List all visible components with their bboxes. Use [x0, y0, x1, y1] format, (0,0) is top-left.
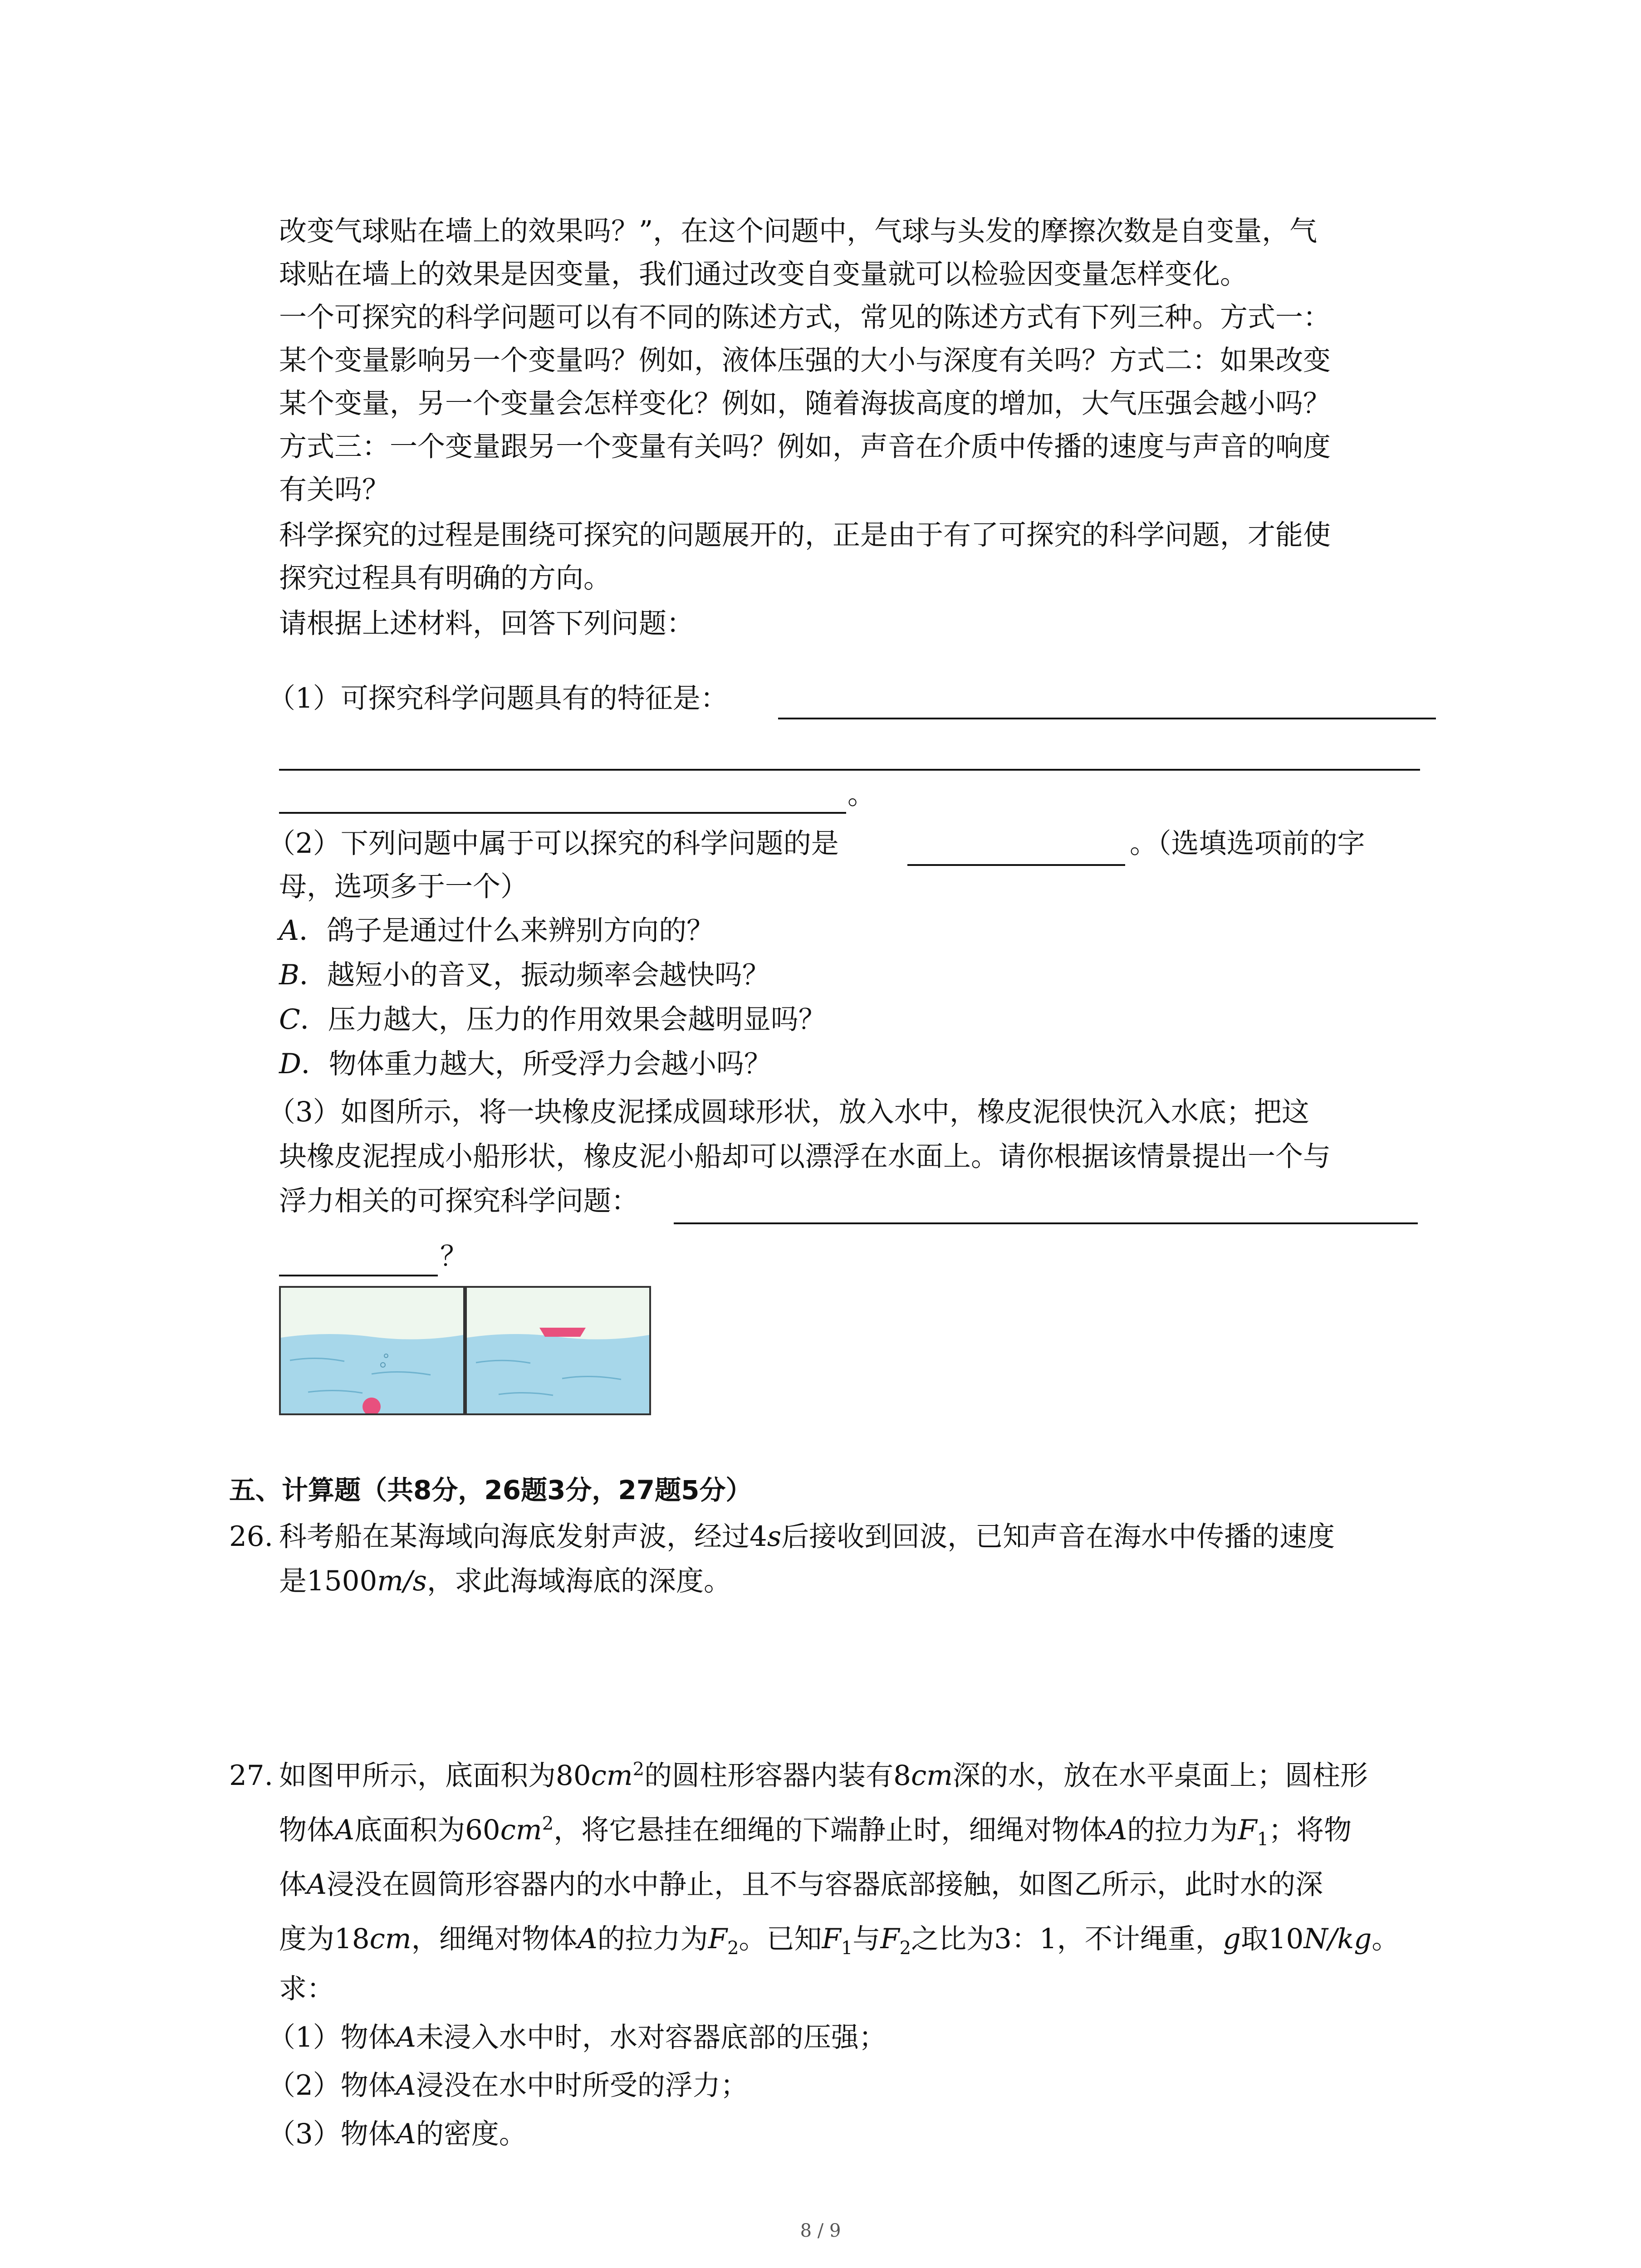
q27-line-2: 物体A底面积为$60cm^2$，将它悬挂在细绳的下端静止时，细绳对物体A的拉力为$F_1$；将物: [279, 1813, 1352, 1850]
q2-answer-blank[interactable]: [907, 864, 1125, 866]
q26-number: 26.: [229, 1520, 274, 1553]
material-line-7: 有关吗？: [279, 474, 390, 506]
q27-sub-1: （1）物体A未浸入水中时，水对容器底部的压强；: [268, 2021, 887, 2053]
q3-answer-blank-2[interactable]: [279, 1275, 438, 1276]
q1-end-mark: 。: [847, 778, 876, 811]
q2-line-2: 母，选项多于一个）: [279, 870, 529, 903]
q3-line-2: 块橡皮泥捏成小船形状，橡皮泥小船却可以漂浮在水面上。请你根据该情景提出一个与: [279, 1140, 1331, 1173]
q3-answer-blank-1[interactable]: [674, 1222, 1418, 1224]
material-line-5: 某个变量，另一个变量会怎样变化？例如，随着海拔高度的增加，大气压强会越小吗？: [279, 387, 1331, 420]
q2-option-b: B．越短小的音叉，振动频率会越快吗？: [279, 959, 770, 991]
q3-end-mark: ？: [440, 1240, 468, 1272]
material-line-8: 科学探究的过程是围绕可探究的问题展开的，正是由于有了可探究的科学问题，才能使: [279, 519, 1331, 551]
q1-answer-blank-2[interactable]: [279, 769, 1420, 771]
q3-line-3: 浮力相关的可探究科学问题：: [279, 1185, 639, 1217]
section-5-title: 五、计算题（共8分，26题3分，27题5分）: [229, 1475, 752, 1505]
q2-option-c: C．压力越大，压力的作用效果会越明显吗？: [279, 1003, 826, 1036]
floating-boat-illustration: [467, 1288, 649, 1413]
material-line-3: 一个可探究的科学问题可以有不同的陈述方式，常见的陈述方式有下列三种。方式一：: [279, 301, 1331, 333]
sinking-ball-illustration: [281, 1288, 463, 1413]
material-line-6: 方式三：一个变量跟另一个变量有关吗？例如，声音在介质中传播的速度与声音的响度: [279, 430, 1331, 463]
water-body: [467, 1334, 649, 1413]
q27-number: 27.: [229, 1760, 274, 1792]
q1-answer-blank-3[interactable]: [279, 812, 846, 814]
q1-text: （1）可探究科学问题具有的特征是：: [268, 682, 728, 714]
q2-text: （2）下列问题中属于可以探究的科学问题的是: [268, 827, 839, 860]
figure-floating-clay-boat: [465, 1286, 651, 1415]
material-line-4: 某个变量影响另一个变量吗？例如，液体压强的大小与深度有关吗？方式二：如果改变: [279, 344, 1331, 376]
q2-after-text: 。（选填选项前的字: [1130, 827, 1365, 860]
q27-line-4: 度为18cm，细绳对物体A的拉力为$F_2$。已知$F_1$与$F_2$之比为3：1，不计绳重，g取10N/kg。: [279, 1923, 1400, 1959]
clay-boat: [539, 1328, 586, 1337]
q27-line-1: 如图甲所示，底面积为$80cm^2$的圆柱形容器内装有8cm深的水，放在水平桌面上；圆柱形: [279, 1759, 1368, 1792]
q26-line-1: 科考船在某海域向海底发射声波，经过4s后接收到回波，已知声音在海水中传播的速度: [279, 1520, 1335, 1553]
prompt-line: 请根据上述材料，回答下列问题：: [279, 607, 695, 640]
q26-line-2: 是1500m/s，求此海域海底的深度。: [279, 1565, 731, 1597]
material-line-9: 探究过程具有明确的方向。: [279, 562, 612, 594]
q3-line-1: （3）如图所示，将一块橡皮泥揉成圆球形状，放入水中，橡皮泥很快沉入水底；把这: [268, 1096, 1309, 1128]
q2-option-a: A．鸽子是通过什么来辨别方向的？: [279, 914, 715, 947]
q27-line-5: 求：: [279, 1973, 335, 2005]
q27-sub-3: （3）物体A的密度。: [268, 2118, 527, 2150]
q27-sub-2: （2）物体A浸没在水中时所受的浮力；: [268, 2069, 748, 2102]
figure-sinking-clay-ball: [279, 1286, 465, 1415]
q27-line-3: 体A浸没在圆筒形容器内的水中静止，且不与容器底部接触，如图乙所示，此时水的深: [279, 1868, 1323, 1901]
material-line-1: 改变气球贴在墙上的效果吗？”，在这个问题中，气球与头发的摩擦次数是自变量，气: [279, 215, 1318, 247]
q2-option-d: D．物体重力越大，所受浮力会越小吗？: [279, 1048, 772, 1080]
page-number: 8 / 9: [800, 2220, 841, 2241]
q1-answer-blank-1[interactable]: [778, 718, 1436, 719]
material-line-2: 球贴在墙上的效果是因变量，我们通过改变自变量就可以检验因变量怎样变化。: [279, 258, 1248, 290]
